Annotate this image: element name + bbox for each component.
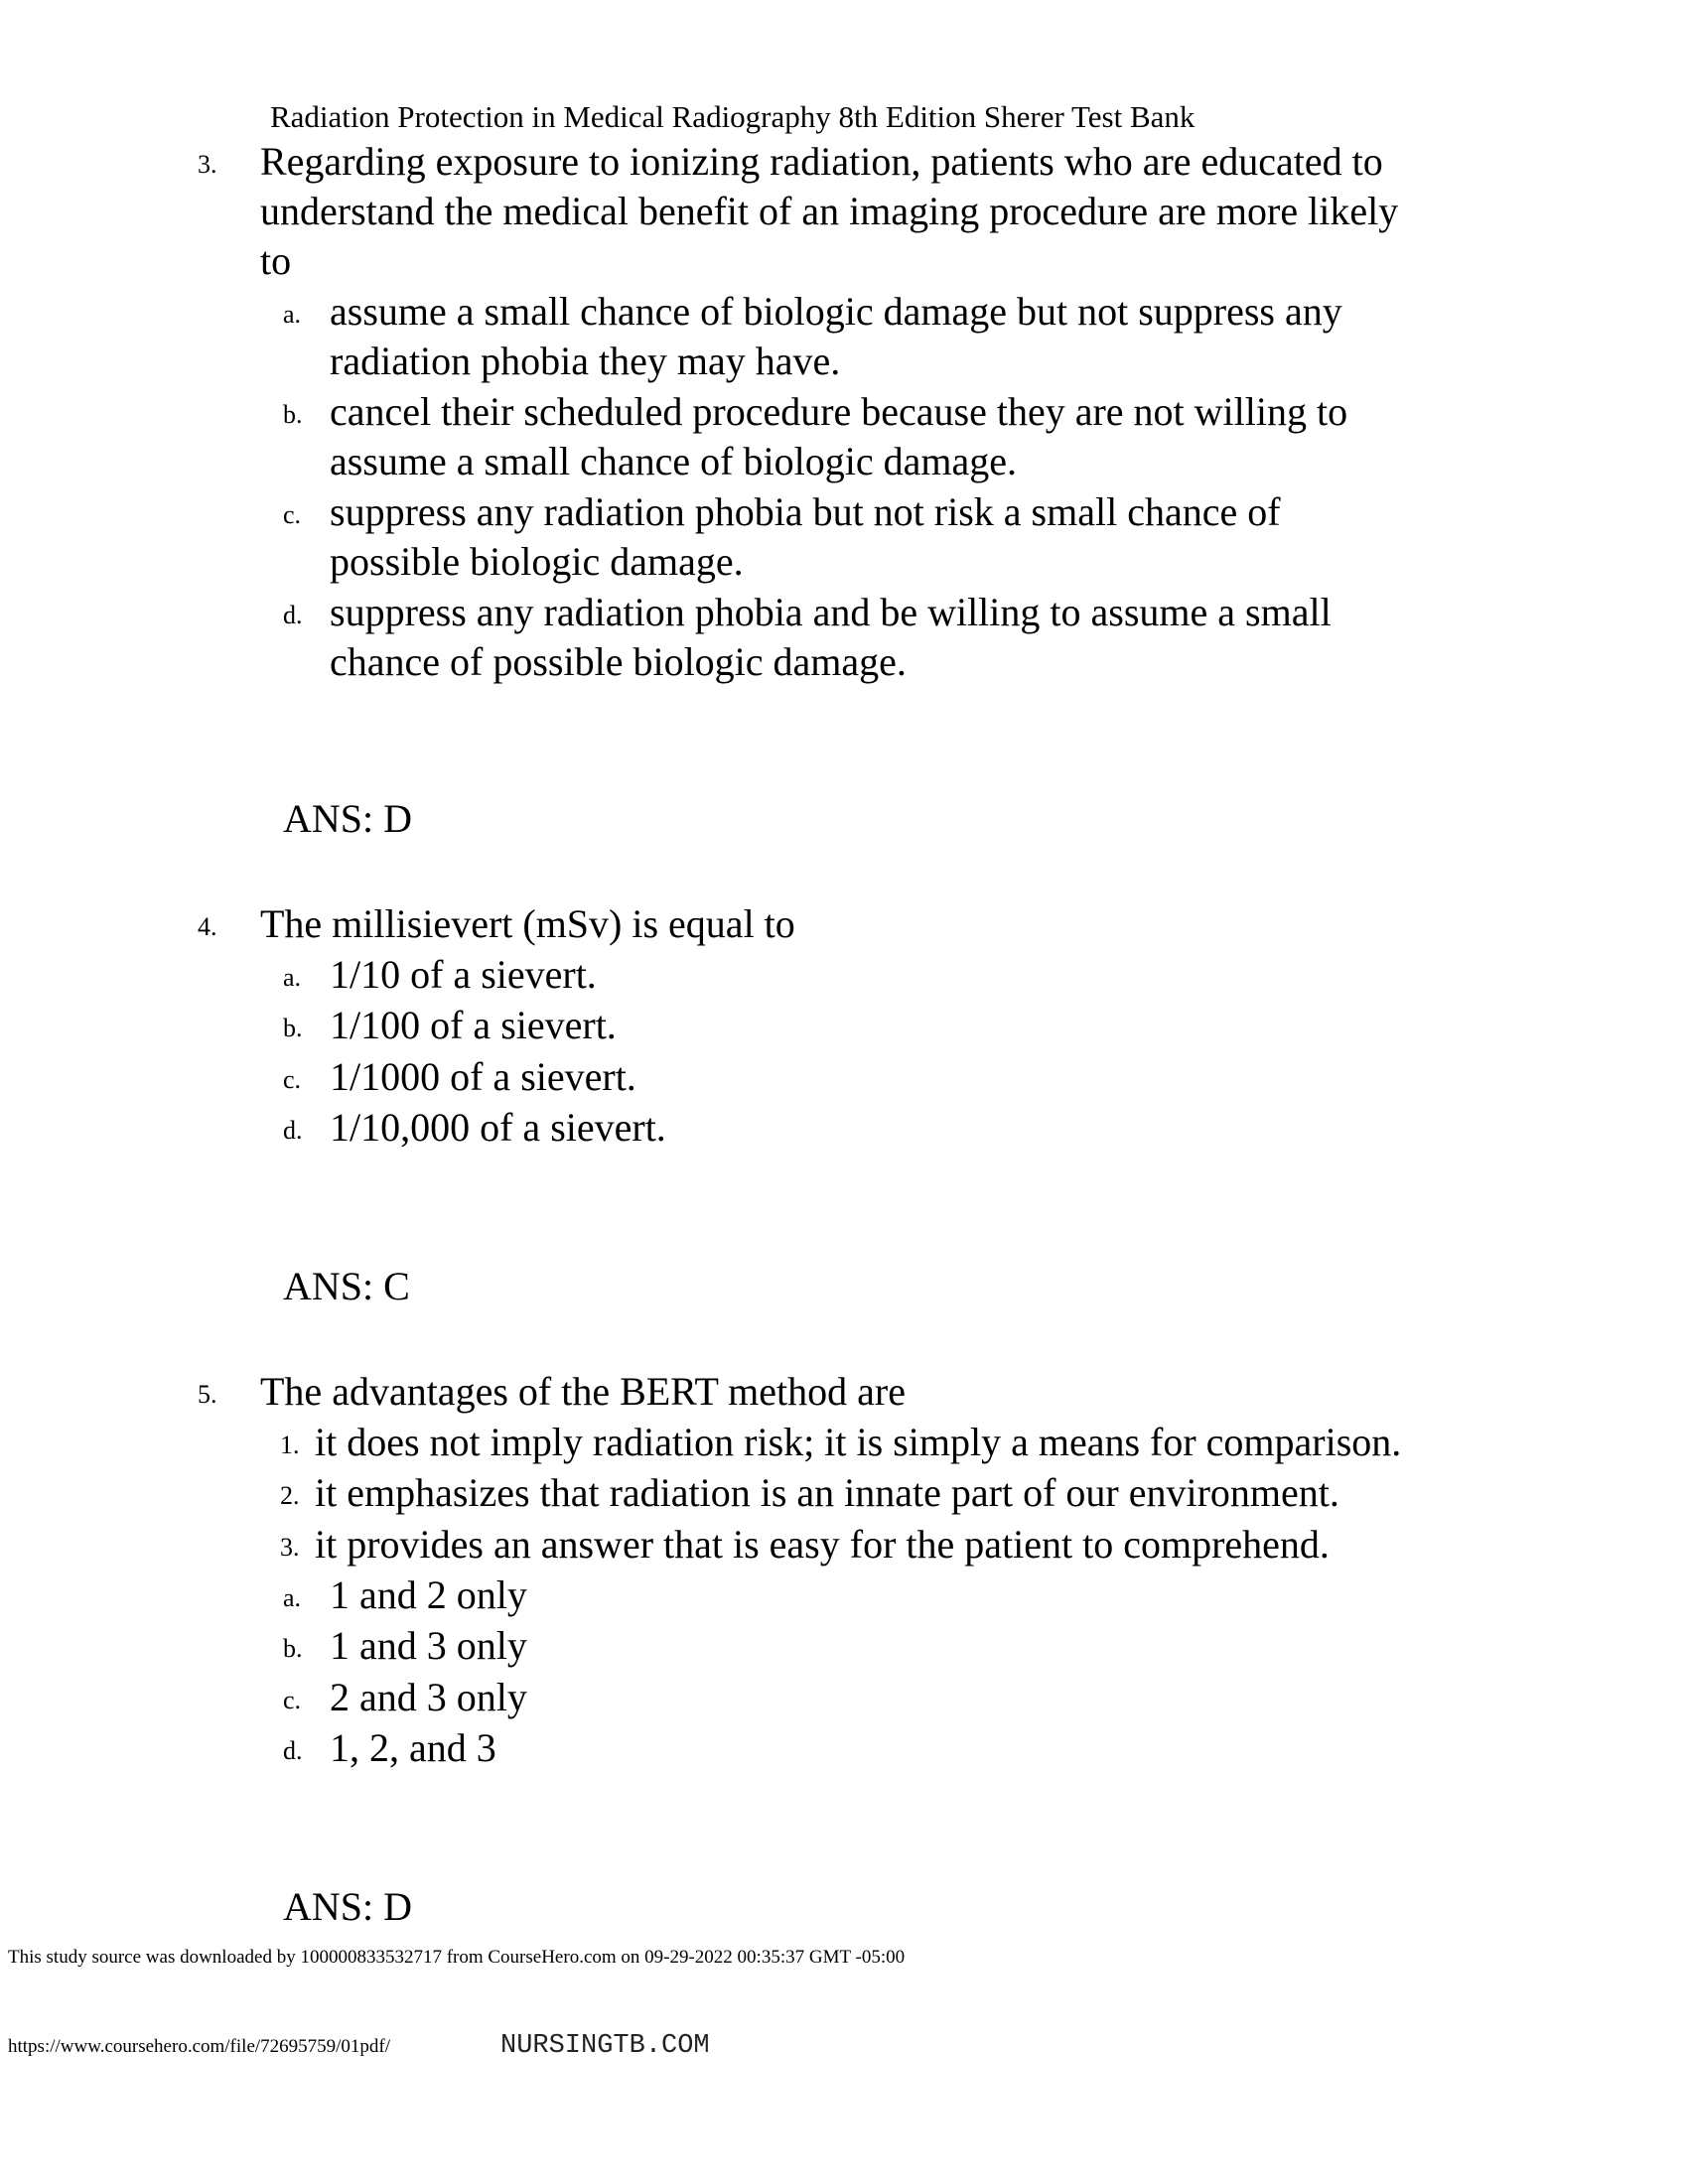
statement-number: 1. bbox=[280, 1431, 300, 1459]
question-number: 4. bbox=[198, 912, 217, 941]
answer-key: ANS: C bbox=[283, 1264, 410, 1308]
option-letter: c. bbox=[283, 1686, 302, 1714]
option-letter: d. bbox=[283, 601, 303, 629]
option-text: 1/10,000 of a sievert. bbox=[330, 1105, 666, 1150]
option-letter: a. bbox=[283, 963, 302, 992]
option-letter: d. bbox=[283, 1736, 303, 1765]
option-text: 2 and 3 only bbox=[330, 1675, 527, 1719]
statement-number: 2. bbox=[280, 1481, 300, 1510]
question-number: 5. bbox=[198, 1380, 217, 1409]
option-text: suppress any radiation phobia but not risk a small chance of bbox=[330, 489, 1281, 534]
option-text: 1/10 of a sievert. bbox=[330, 952, 597, 997]
option-text: 1 and 2 only bbox=[330, 1572, 527, 1617]
statement-number: 3. bbox=[280, 1533, 300, 1562]
source-url[interactable]: https://www.coursehero.com/file/72695759/01pdf/ bbox=[8, 2036, 391, 2057]
answer-key: ANS: D bbox=[283, 796, 413, 841]
question-stem: to bbox=[260, 238, 292, 283]
download-notice: This study source was downloaded by 100000833532717 from CourseHero.com on 09-29-2022 00:35:37 GMT -05:00 bbox=[8, 1947, 906, 1968]
option-text: possible biologic damage. bbox=[330, 539, 744, 584]
option-text: 1 and 3 only bbox=[330, 1623, 527, 1668]
statement-text: it emphasizes that radiation is an innate part of our environment. bbox=[315, 1470, 1339, 1515]
question-stem: Regarding exposure to ionizing radiation, patients who are educated to bbox=[260, 139, 1383, 184]
option-letter: b. bbox=[283, 400, 303, 429]
statement-text: it provides an answer that is easy for the patient to comprehend. bbox=[315, 1522, 1330, 1567]
option-text: cancel their scheduled procedure because they are not willing to bbox=[330, 389, 1348, 434]
option-letter: c. bbox=[283, 500, 302, 529]
option-text: radiation phobia they may have. bbox=[330, 339, 841, 383]
question-stem: The advantages of the BERT method are bbox=[260, 1369, 906, 1414]
option-letter: a. bbox=[283, 300, 302, 329]
watermark: NURSINGTB.COM bbox=[500, 2031, 710, 2061]
option-text: 1/1000 of a sievert. bbox=[330, 1054, 636, 1099]
option-letter: d. bbox=[283, 1116, 303, 1145]
option-text: chance of possible biologic damage. bbox=[330, 639, 907, 684]
option-letter: c. bbox=[283, 1065, 302, 1094]
document-header: Radiation Protection in Medical Radiography 8th Edition Sherer Test Bank bbox=[270, 99, 1196, 134]
question-stem: The millisievert (mSv) is equal to bbox=[260, 901, 795, 946]
option-letter: a. bbox=[283, 1583, 302, 1612]
question-stem: understand the medical benefit of an imaging procedure are more likely bbox=[260, 189, 1399, 233]
option-letter: b. bbox=[283, 1634, 303, 1663]
option-letter: b. bbox=[283, 1014, 303, 1042]
answer-key: ANS: D bbox=[283, 1884, 413, 1929]
question-number: 3. bbox=[198, 150, 217, 179]
option-text: 1/100 of a sievert. bbox=[330, 1003, 617, 1047]
statement-text: it does not imply radiation risk; it is simply a means for comparison. bbox=[315, 1420, 1402, 1464]
option-text: assume a small chance of biologic damage but not suppress any bbox=[330, 289, 1342, 334]
option-text: 1, 2, and 3 bbox=[330, 1725, 496, 1770]
option-text: assume a small chance of biologic damage. bbox=[330, 439, 1017, 483]
option-text: suppress any radiation phobia and be willing to assume a small bbox=[330, 590, 1332, 634]
